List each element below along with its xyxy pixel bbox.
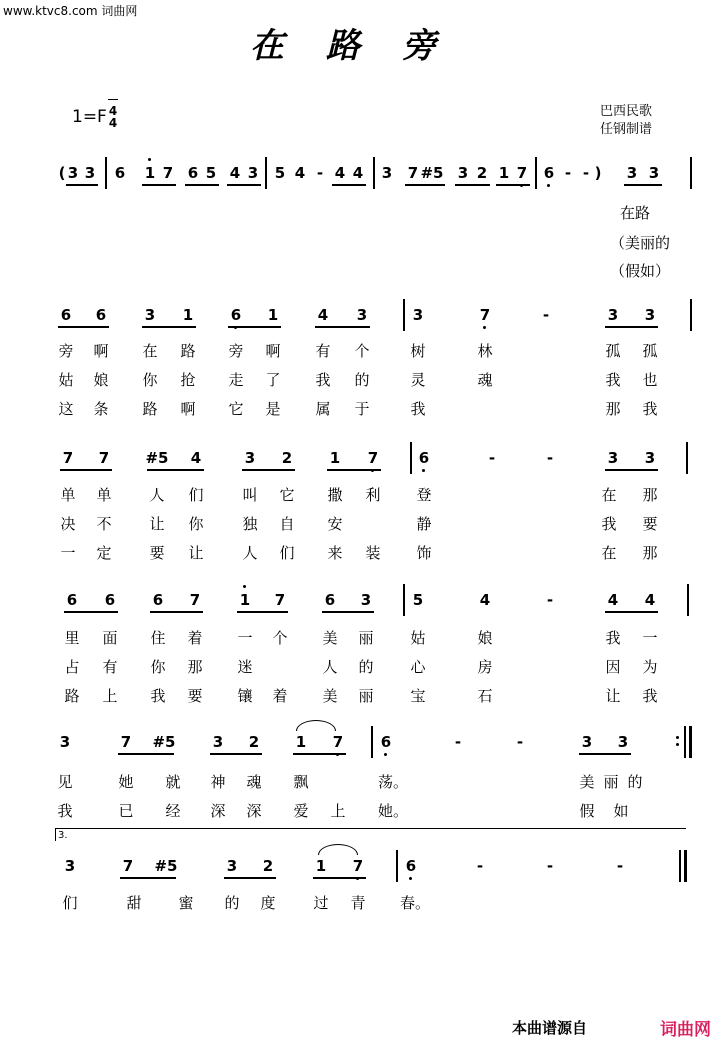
credit-arranger: 任钢制谱	[600, 122, 653, 137]
site-logo: 词曲网	[660, 1020, 711, 1040]
source-note: 本曲谱源自	[512, 1019, 588, 1037]
time-numerator: 4	[108, 104, 118, 118]
volta-label: 3.	[58, 830, 68, 841]
time-signature	[109, 105, 117, 129]
score-row-3: 7 7 #5 4 3 2 1 7 6 - - 3 3	[0, 448, 728, 474]
key-signature	[72, 105, 117, 129]
volta-bracket	[55, 828, 686, 841]
watermark-text: www.ktvc8.com 词曲网	[3, 4, 138, 18]
score-row-4: 6 6 6 7 1 7 6 3 5 4 - 4 4	[0, 590, 728, 616]
page-title: 在路旁	[250, 26, 478, 66]
intro-lyric-1: 在路	[620, 204, 651, 222]
time-denominator: 4	[108, 116, 118, 130]
key-label: 1=F	[72, 107, 107, 127]
score-row-2: 6 6 3 1 6 1 4 3 3 7 - 3 3	[0, 305, 728, 331]
intro-lyric-3: （假如）	[610, 262, 671, 280]
score-row-1: ( 3 3 6 1 7 6 5 4 3 5 4 - 4 4 3 7 #5 3 2 1 7 6 - - ) 3 3	[0, 163, 728, 189]
credit-origin: 巴西民歌	[600, 104, 653, 119]
score-row-6: 3 7 #5 3 2 1 7 6 - - -	[0, 856, 728, 882]
intro-lyric-2: （美丽的	[610, 234, 671, 252]
score-row-5: 3 7 #5 3 2 1 7 6 - - 3 3	[0, 732, 728, 758]
